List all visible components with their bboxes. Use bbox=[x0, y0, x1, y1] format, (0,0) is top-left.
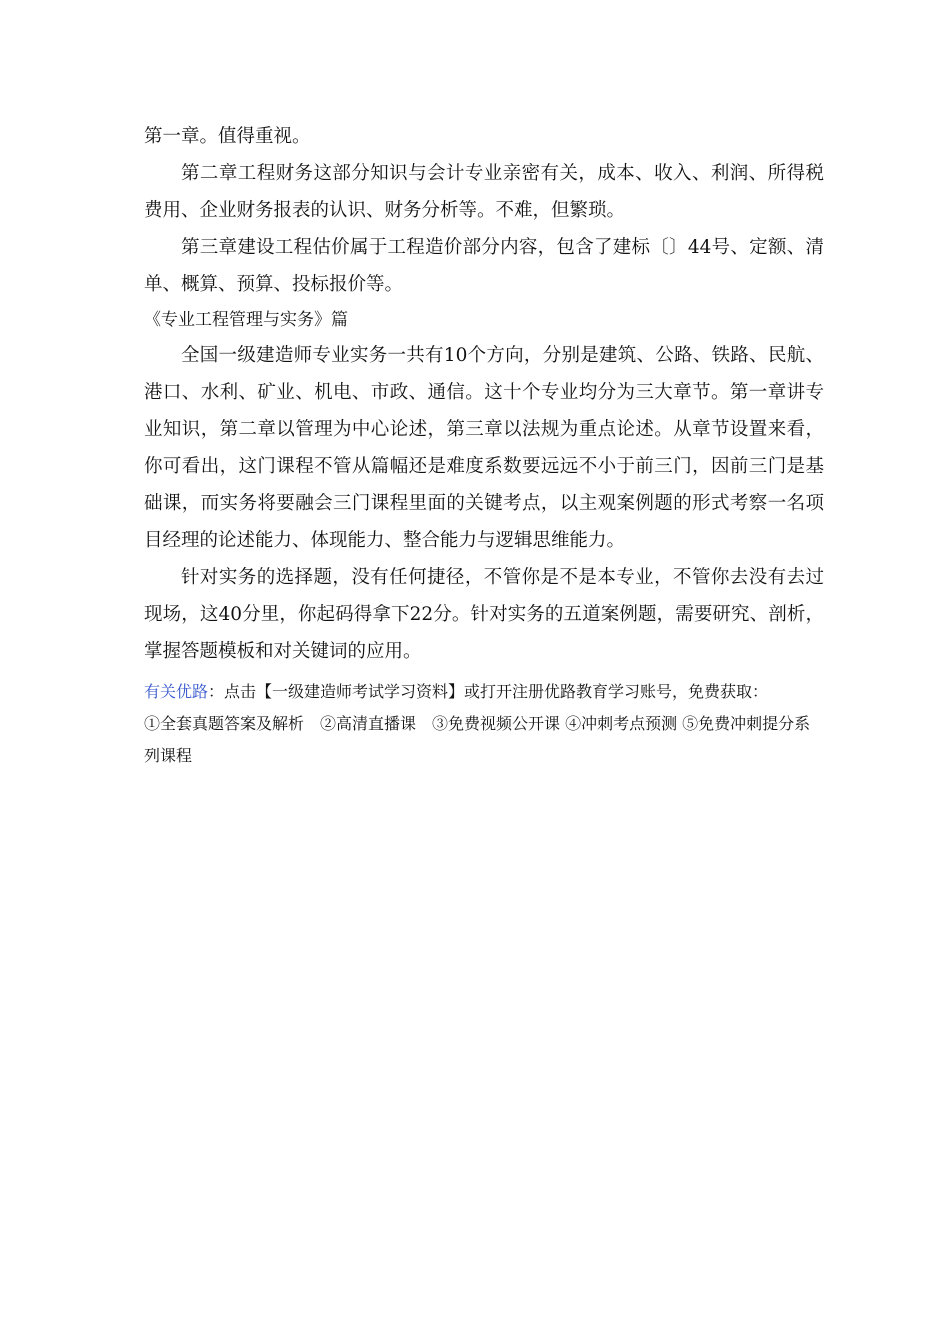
paragraph-chapter-three: 第三章建设工程估价属于工程造价部分内容，包含了建标〔〕44号、定额、清单、概算、预算、投标报价等。 bbox=[144, 237, 824, 295]
paragraph-practice-overview: 全国一级建造师专业实务一共有10个方向，分别是建筑、公路、铁路、民航、港口、水利、矿业、机电、市政、通信。这十个专业均分为三大章节。第一章讲专业知识，第二章以管理为中心论述，第三章以法规为重点论述。从章节设置来看，你可看出，这门课程不管从篇幅还是难度系数要远远不小于前三门，因前三门是基础课，而实务将要融会三门课程里面的关键考点，以主观案例题的形式考察一名项目经理的论述能力、体现能力、整合能力与逻辑思维能力。 bbox=[144, 345, 824, 551]
promo-text: ：点击【一级建造师考试学习资料】或打开注册优路教育学习账号，免费获取： bbox=[208, 682, 769, 701]
section-heading: 《专业工程管理与实务》篇 bbox=[144, 310, 348, 330]
promo-benefits: ①全套真题答案及解析 ②高清直播课 ③免费视频公开课 ④冲刺考点预测 ⑤免费冲刺提分系列课程 bbox=[144, 714, 811, 765]
promo-line bbox=[144, 676, 824, 708]
document-body bbox=[144, 118, 824, 772]
paragraph-practice-strategy: 针对实务的选择题，没有任何捷径，不管你是不是本专业，不管你去没有去过现场，这40分里，你起码得拿下22分。针对实务的五道案例题，需要研究、剖析，掌握答题模板和对关键词的应用。 bbox=[144, 567, 824, 662]
paragraph-chapter-two: 第二章工程财务这部分知识与会计专业亲密有关，成本、收入、利润、所得税费用、企业财务报表的认识、财务分析等。不难，但繁琐。 bbox=[144, 163, 824, 221]
paragraph-chapter-one: 第一章。值得重视。 bbox=[144, 126, 311, 147]
promo-link[interactable]: 有关优路 bbox=[144, 682, 209, 701]
